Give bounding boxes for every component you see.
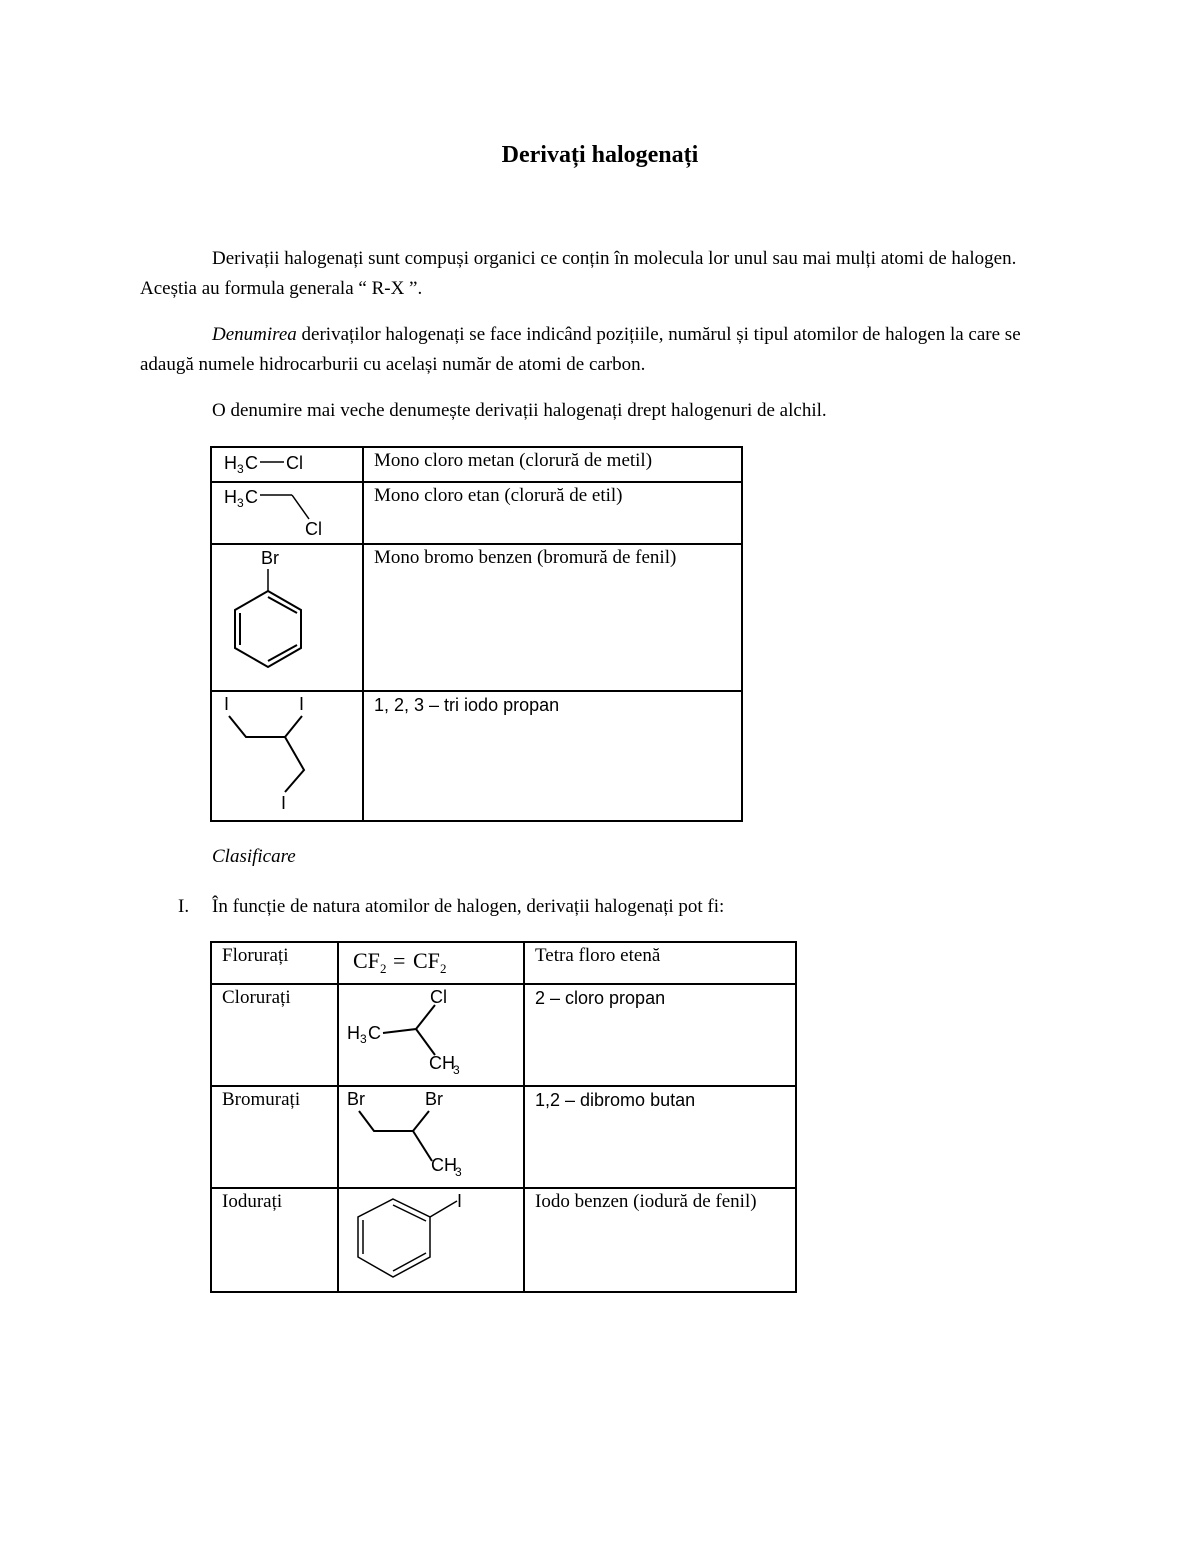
intro-text-3: O denumire mai veche denumește derivații halogenați drept halogenuri de alchil. xyxy=(212,400,827,421)
formula-cell xyxy=(338,984,524,1086)
table-row xyxy=(211,691,742,821)
formula-cell xyxy=(338,1188,524,1292)
triiodopropane-structure xyxy=(212,692,362,814)
label-h: H xyxy=(224,487,237,507)
bond-line xyxy=(430,1201,457,1217)
compound-name: 1,2 – dibromo butan xyxy=(535,1090,696,1110)
label-subscript-3: 3 xyxy=(237,462,244,475)
type-cell xyxy=(211,1188,338,1292)
table-row xyxy=(211,1188,796,1292)
label-cl: Cl xyxy=(305,519,322,537)
classification-item-text: În funcție de natura atomilor de halogen, derivații halogenați pot fi: xyxy=(212,896,725,917)
denumirea-emphasis: Denumirea xyxy=(212,324,297,345)
structure-cell xyxy=(211,544,363,691)
label-subscript-2: 2 xyxy=(380,961,387,976)
label-h: H xyxy=(224,453,237,473)
bromobenzene-structure xyxy=(212,545,362,684)
label-cl: Cl xyxy=(430,987,447,1007)
intro-text-2: derivaților halogenați se face indicând pozițiile, numărul și tipul atomilor de halogen la care se adaugă numele hidrocarburii cu același număr de atomi de carbon. xyxy=(140,324,1021,375)
label-cf: CF xyxy=(413,948,440,973)
classification-heading xyxy=(212,846,296,868)
label-br: Br xyxy=(347,1089,365,1109)
name-cell xyxy=(363,544,742,691)
table-row xyxy=(211,942,796,984)
label-subscript-3: 3 xyxy=(360,1032,367,1046)
label-br: Br xyxy=(425,1089,443,1109)
table-row xyxy=(211,1086,796,1188)
bond-line xyxy=(359,1111,429,1131)
type-cell xyxy=(211,942,338,984)
chloropropane-structure xyxy=(339,985,523,1079)
halogen-type: Iodurați xyxy=(222,1191,283,1212)
compound-name: 2 – cloro propan xyxy=(535,988,666,1008)
name-cell xyxy=(524,1188,796,1292)
label-br: Br xyxy=(261,548,279,568)
bond-line xyxy=(229,716,302,737)
compound-name: 1, 2, 3 – tri iodo propan xyxy=(374,695,560,715)
label-subscript-3: 3 xyxy=(455,1165,462,1179)
iodobenzene-structure xyxy=(339,1189,523,1285)
compound-name: Mono bromo benzen (bromură de fenil) xyxy=(374,547,677,568)
structure-cell xyxy=(211,447,363,482)
name-cell xyxy=(524,1086,796,1188)
name-cell xyxy=(524,984,796,1086)
bond-line xyxy=(383,1005,435,1033)
compound-name: Mono cloro etan (clorură de etil) xyxy=(374,485,623,506)
label-subscript-3: 3 xyxy=(237,496,244,510)
label-subscript-2: 2 xyxy=(440,961,447,976)
dibromobutane-structure xyxy=(339,1087,523,1181)
table-row xyxy=(211,447,742,482)
bond-line xyxy=(285,737,304,792)
name-cell xyxy=(524,942,796,984)
table-row xyxy=(211,544,742,691)
compound-name: Mono cloro metan (clorură de metil) xyxy=(374,450,653,471)
intro-paragraph-2 xyxy=(140,320,1050,380)
label-h: H xyxy=(347,1023,360,1043)
formula-cell xyxy=(338,942,524,984)
formula-cell xyxy=(338,1086,524,1188)
name-cell xyxy=(363,447,742,482)
label-cl: Cl xyxy=(286,453,303,473)
compound-name: Tetra floro etenă xyxy=(535,945,661,966)
label-ch: CH xyxy=(429,1053,455,1073)
halogen-type: Clorurați xyxy=(222,987,291,1008)
benzene-ring xyxy=(235,591,301,667)
label-i: I xyxy=(281,793,287,813)
label-i: I xyxy=(224,694,230,714)
label-equals: = xyxy=(393,948,406,973)
type-cell xyxy=(211,984,338,1086)
table-row xyxy=(211,984,796,1086)
label-i: I xyxy=(457,1191,463,1211)
classification-table xyxy=(210,941,797,1293)
halogen-type: Bromurați xyxy=(222,1089,301,1110)
tetrafluoroethene-formula xyxy=(339,943,523,977)
classification-heading-text: Clasificare xyxy=(212,846,296,867)
table-row xyxy=(211,482,742,544)
structure-cell xyxy=(211,482,363,544)
structure-cell xyxy=(211,691,363,821)
label-subscript-3: 3 xyxy=(453,1063,460,1077)
label-cf: CF xyxy=(353,948,380,973)
label-c: C xyxy=(245,487,258,507)
classification-item-number: I. xyxy=(178,896,190,917)
bond-line xyxy=(413,1131,432,1161)
name-cell xyxy=(363,691,742,821)
compound-name: Iodo benzen (iodură de fenil) xyxy=(535,1191,757,1212)
halogen-type: Florurați xyxy=(222,945,289,966)
intro-paragraph-1 xyxy=(140,244,1050,304)
label-c: C xyxy=(368,1023,381,1043)
type-cell xyxy=(211,1086,338,1188)
label-c: C xyxy=(245,453,258,473)
page-title: Derivați halogenați xyxy=(501,142,699,168)
bond-line xyxy=(416,1029,435,1055)
chloroethane-structure xyxy=(212,483,362,537)
intro-text-1: Derivații halogenați sunt compuși organici ce conțin în molecula lor unul sau mai mulți atomi de halogen. Aceștia au formula generala “ R-X ”. xyxy=(140,248,1017,299)
label-ch: CH xyxy=(431,1155,457,1175)
intro-paragraph-3 xyxy=(140,396,1050,426)
label-i: I xyxy=(299,694,305,714)
benzene-ring xyxy=(358,1199,430,1277)
naming-table xyxy=(210,446,743,822)
bond-line xyxy=(292,495,309,519)
name-cell xyxy=(363,482,742,544)
chloromethane-structure xyxy=(212,448,362,475)
